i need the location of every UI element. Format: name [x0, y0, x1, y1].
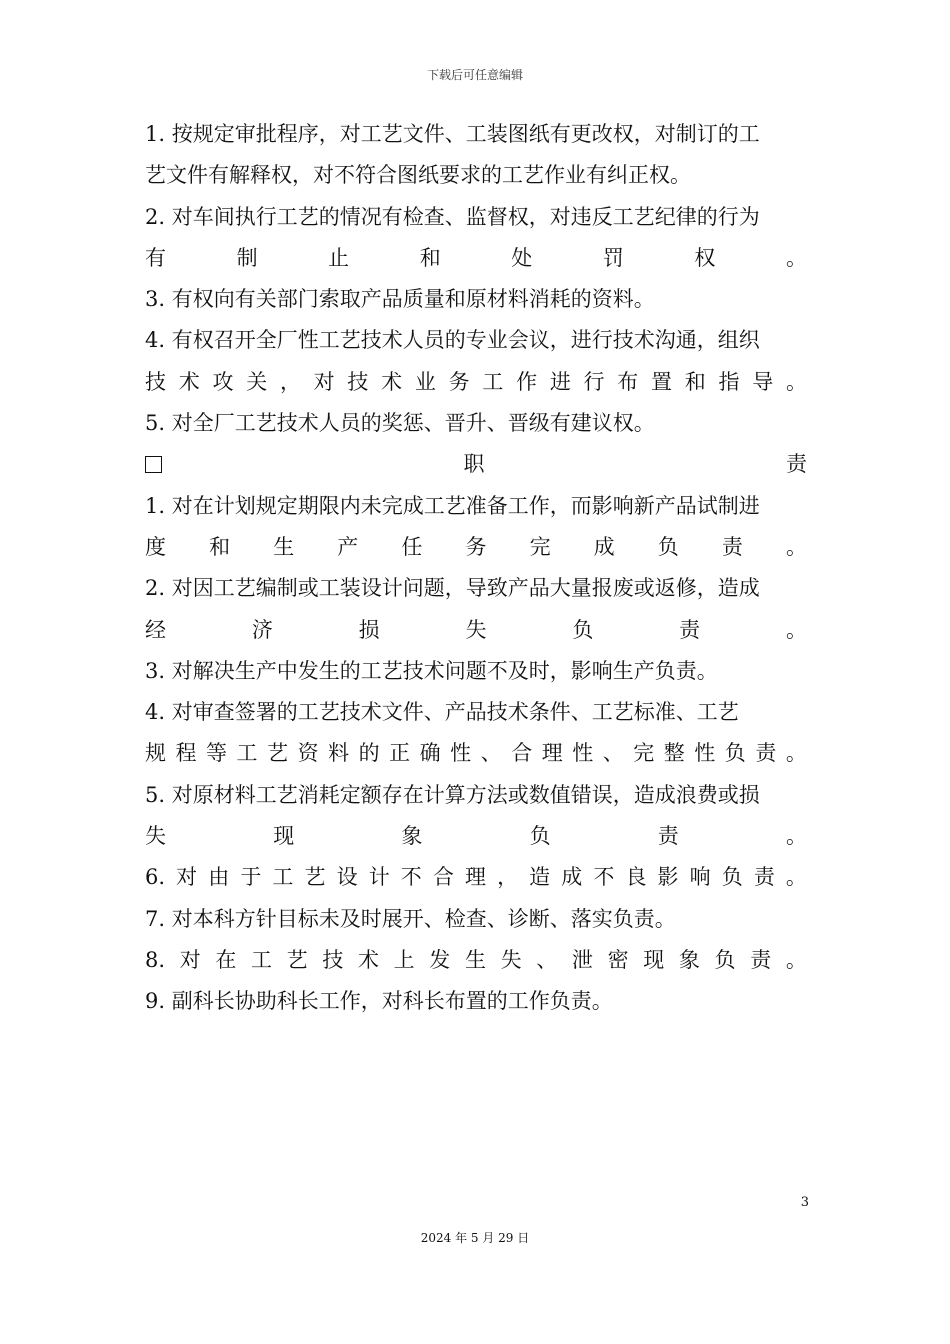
text-char: 技 — [347, 369, 369, 394]
text-char: 完 — [633, 741, 655, 766]
text-char: 良 — [625, 865, 647, 890]
text-char: 对 — [313, 369, 335, 394]
text-char: 合 — [511, 741, 533, 766]
text-char: 布 — [617, 369, 639, 394]
text-char: 工 — [236, 741, 258, 766]
text-char: 责 — [786, 452, 807, 477]
text-char: 任 — [401, 534, 423, 559]
text-char: 和 — [419, 245, 441, 270]
text-line — [145, 816, 807, 857]
text-char: 。 — [785, 534, 807, 559]
text-char: 业 — [414, 369, 436, 394]
text-char: 负 — [657, 534, 679, 559]
text-line: 2. 对车间执行工艺的情况有检查、监督权，对违反工艺纪律的行为 — [145, 204, 760, 229]
text-char: 艺 — [286, 947, 308, 972]
text-char: 损 — [358, 617, 380, 642]
text-line: 5. 对原材料工艺消耗定额存在计算方法或数值错误，造成浪费或损 — [145, 782, 760, 807]
text-char: 确 — [419, 741, 441, 766]
document-body — [145, 114, 807, 1023]
text-char: 制 — [236, 245, 258, 270]
text-char: 由 — [208, 865, 230, 890]
text-char: 泄 — [571, 947, 593, 972]
text-char: 。 — [785, 369, 807, 394]
text-char: 程 — [175, 741, 197, 766]
text-line — [145, 238, 807, 279]
text-char: 对 — [179, 947, 201, 972]
text-char: 设 — [336, 865, 358, 890]
text-line: 艺文件有解释权，对不符合图纸要求的工艺作业有纠正权。 — [145, 163, 691, 188]
text-char: 现 — [273, 824, 295, 849]
text-char: 济 — [251, 617, 273, 642]
text-char: 失 — [145, 824, 166, 849]
text-char: 指 — [718, 369, 740, 394]
text-char: 负 — [572, 617, 594, 642]
text-char: 攻 — [212, 369, 234, 394]
text-char: 工 — [272, 865, 294, 890]
text-char: 上 — [393, 947, 415, 972]
text-char: 生 — [273, 534, 295, 559]
text-char: 。 — [785, 741, 807, 766]
text-char: 处 — [511, 245, 533, 270]
text-char: 性 — [694, 741, 716, 766]
text-char: 不 — [400, 865, 422, 890]
text-char: 度 — [145, 534, 166, 559]
text-char: 、 — [536, 947, 558, 972]
text-char: 责 — [679, 617, 701, 642]
text-char: 现 — [643, 947, 665, 972]
text-char: 。 — [785, 947, 807, 972]
text-char: 资 — [297, 741, 319, 766]
text-char: 置 — [651, 369, 673, 394]
text-char: 象 — [401, 824, 423, 849]
text-char: 不 — [593, 865, 615, 890]
text-char: 于 — [240, 865, 262, 890]
page-number: 3 — [800, 1195, 809, 1210]
text-line: 4. 对审查签署的工艺技术文件、产品技术条件、工艺标准、工艺 — [145, 700, 739, 725]
text-char: 规 — [145, 741, 166, 766]
text-char: 完 — [529, 534, 551, 559]
text-char: 失 — [500, 947, 522, 972]
text-char: 职 — [463, 452, 485, 477]
text-char: ， — [279, 369, 301, 394]
text-char: 和 — [209, 534, 231, 559]
text-char: 艺 — [267, 741, 289, 766]
text-line: 1. 按规定审批程序，对工艺文件、工装图纸有更改权，对制订的工 — [145, 122, 760, 146]
text-line: 3. 有权向有关部门索取产品质量和原材料消耗的资料。 — [145, 287, 655, 312]
text-line — [145, 733, 807, 774]
text-char: 负 — [721, 865, 743, 890]
text-line: 5. 对全厂工艺技术人员的奖惩、晋升、晋级有建议权。 — [145, 411, 655, 436]
text-line — [145, 610, 807, 651]
text-char: 密 — [607, 947, 629, 972]
text-char: 发 — [429, 947, 451, 972]
text-char: 等 — [206, 741, 228, 766]
text-char: 性 — [450, 741, 472, 766]
text-line — [145, 527, 807, 568]
text-char: 权 — [694, 245, 716, 270]
page-header: 下载后可任意编辑 — [426, 68, 523, 82]
text-char: 对 — [176, 865, 198, 890]
text-char: 术 — [357, 947, 379, 972]
text-char: 负 — [529, 824, 551, 849]
text-char: 。 — [785, 824, 807, 849]
text-char: ， — [497, 865, 519, 890]
text-char: 行 — [583, 369, 605, 394]
text-char: 造 — [529, 865, 551, 890]
page-footer-date: 2024 年 5 月 29 日 — [420, 1231, 530, 1245]
text-char: 、 — [480, 741, 502, 766]
text-char: 生 — [464, 947, 486, 972]
text-char: 术 — [178, 369, 200, 394]
text-line: 7. 对本科方针目标未及时展开、检查、诊断、落实负责。 — [145, 906, 676, 931]
text-char: 技 — [322, 947, 344, 972]
text-line: 9. 副科长协助科长工作，对科长布置的工作负责。 — [145, 989, 613, 1014]
text-char: 失 — [465, 617, 487, 642]
text-char: 。 — [785, 617, 807, 642]
text-char: 性 — [572, 741, 594, 766]
text-line — [145, 857, 807, 898]
text-char: 整 — [663, 741, 685, 766]
text-char: 责 — [721, 534, 743, 559]
text-char: 6. — [145, 865, 166, 890]
text-char: 成 — [593, 534, 615, 559]
text-char: 务 — [448, 369, 470, 394]
text-char: 料 — [328, 741, 350, 766]
text-line — [145, 362, 807, 403]
text-char: 止 — [328, 245, 350, 270]
text-char: 理 — [464, 865, 486, 890]
text-char: 合 — [432, 865, 454, 890]
text-char: 工 — [482, 369, 504, 394]
text-char: 8. — [145, 947, 166, 972]
checkbox-square-icon — [145, 444, 162, 485]
text-char: 经 — [145, 617, 166, 642]
text-char: 关 — [246, 369, 268, 394]
text-char: 、 — [602, 741, 624, 766]
text-line: 1. 对在计划规定期限内未完成工艺准备工作，而影响新产品试制进 — [145, 493, 760, 518]
text-char: 。 — [785, 245, 807, 270]
text-char: 进 — [549, 369, 571, 394]
text-char: 成 — [561, 865, 583, 890]
text-line: 4. 有权召开全厂性工艺技术人员的专业会议，进行技术沟通，组织 — [145, 328, 760, 353]
text-char: 的 — [358, 741, 380, 766]
text-char: 在 — [215, 947, 237, 972]
text-char: 理 — [541, 741, 563, 766]
text-char: 负 — [714, 947, 736, 972]
text-line: 2. 对因工艺编制或工装设计问题，导致产品大量报废或返修，造成 — [145, 576, 760, 601]
text-char: 工 — [251, 947, 273, 972]
text-char: 艺 — [304, 865, 326, 890]
text-char: 产 — [337, 534, 359, 559]
text-line — [145, 444, 807, 485]
text-char: 术 — [381, 369, 403, 394]
text-char: 罚 — [602, 245, 624, 270]
text-char: 导 — [752, 369, 774, 394]
text-line — [145, 940, 807, 981]
text-char: 负 — [724, 741, 746, 766]
text-char: 作 — [516, 369, 538, 394]
text-char: 务 — [465, 534, 487, 559]
text-char: 计 — [368, 865, 390, 890]
text-char: 。 — [785, 865, 807, 890]
text-char: 责 — [750, 947, 772, 972]
text-char: 责 — [657, 824, 679, 849]
text-char: 责 — [755, 741, 777, 766]
text-char: 和 — [684, 369, 706, 394]
text-char: 响 — [689, 865, 711, 890]
text-line: 3. 对解决生产中发生的工艺技术问题不及时，影响生产负责。 — [145, 658, 718, 683]
text-char: 有 — [145, 245, 166, 270]
text-char: 正 — [389, 741, 411, 766]
text-char: 责 — [753, 865, 775, 890]
text-char: 象 — [678, 947, 700, 972]
text-char: 影 — [657, 865, 679, 890]
text-char: 技 — [145, 369, 166, 394]
square-glyph — [145, 456, 162, 473]
